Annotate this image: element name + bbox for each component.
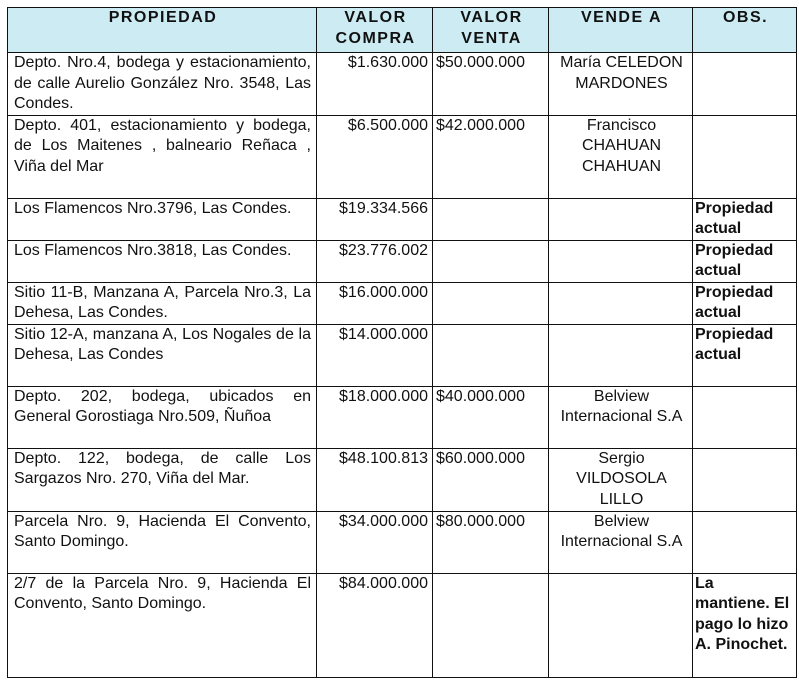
table-row <box>8 386 797 448</box>
valor-venta-cell: $80.000.000 <box>433 511 549 573</box>
property-cell: Depto. 401, estacionamiento y bodega, de Los Maitenes , balneario Reñaca , Viña del Mar <box>8 115 317 198</box>
obs-cell: Propiedad actual <box>693 198 797 240</box>
valor-compra-cell: $18.000.000 <box>317 386 433 448</box>
valor-venta-cell <box>433 324 549 386</box>
property-cell: Sitio 11-B, Manzana A, Parcela Nro.3, La Dehesa, Las Condes. <box>8 282 317 324</box>
vende-a-cell: Belview Internacional S.A <box>549 511 693 573</box>
table-row <box>8 53 797 116</box>
table-row <box>8 573 797 677</box>
header-valor-venta: VALOR VENTA <box>433 8 549 53</box>
table-row <box>8 240 797 282</box>
valor-venta-cell: $50.000.000 <box>433 53 549 116</box>
table-row <box>8 448 797 511</box>
valor-venta-cell <box>433 573 549 677</box>
obs-cell: Propiedad actual <box>693 240 797 282</box>
obs-cell <box>693 511 797 573</box>
valor-compra-cell: $1.630.000 <box>317 53 433 116</box>
obs-cell: Propiedad actual <box>693 282 797 324</box>
valor-compra-cell: $23.776.002 <box>317 240 433 282</box>
obs-cell: La mantiene. El pago lo hizo A. Pinochet. <box>693 573 797 677</box>
vende-a-cell: María CELEDON MARDONES <box>549 53 693 116</box>
valor-compra-cell: $6.500.000 <box>317 115 433 198</box>
valor-compra-cell: $48.100.813 <box>317 448 433 511</box>
property-cell: Parcela Nro. 9, Hacienda El Convento, Santo Domingo. <box>8 511 317 573</box>
valor-compra-cell: $84.000.000 <box>317 573 433 677</box>
header-valor-compra: VALOR COMPRA <box>317 8 433 53</box>
table-row <box>8 511 797 573</box>
table-row <box>8 198 797 240</box>
table-row <box>8 115 797 198</box>
obs-cell <box>693 448 797 511</box>
obs-cell <box>693 386 797 448</box>
properties-table <box>7 7 797 678</box>
valor-venta-cell <box>433 198 549 240</box>
header-propiedad: PROPIEDAD <box>8 8 317 53</box>
valor-venta-cell <box>433 282 549 324</box>
vende-a-cell <box>549 282 693 324</box>
valor-venta-cell: $40.000.000 <box>433 386 549 448</box>
property-cell: Los Flamencos Nro.3818, Las Condes. <box>8 240 317 282</box>
vende-a-cell: Sergio VILDOSOLA LILLO <box>549 448 693 511</box>
table-row <box>8 282 797 324</box>
vende-a-cell <box>549 573 693 677</box>
valor-venta-cell: $60.000.000 <box>433 448 549 511</box>
property-cell: Los Flamencos Nro.3796, Las Condes. <box>8 198 317 240</box>
valor-compra-cell: $16.000.000 <box>317 282 433 324</box>
property-cell: Depto. 122, bodega, de calle Los Sargazos Nro. 270, Viña del Mar. <box>8 448 317 511</box>
vende-a-cell: Belview Internacional S.A <box>549 386 693 448</box>
property-cell: 2/7 de la Parcela Nro. 9, Hacienda El Convento, Santo Domingo. <box>8 573 317 677</box>
obs-cell: Propiedad actual <box>693 324 797 386</box>
obs-cell <box>693 53 797 116</box>
valor-compra-cell: $34.000.000 <box>317 511 433 573</box>
vende-a-cell <box>549 324 693 386</box>
header-vende-a: VENDE A <box>549 8 693 53</box>
property-cell: Depto. 202, bodega, ubicados en General Gorostiaga Nro.509, Ñuñoa <box>8 386 317 448</box>
vende-a-cell <box>549 240 693 282</box>
obs-cell <box>693 115 797 198</box>
property-cell: Depto. Nro.4, bodega y estacionamiento, de calle Aurelio González Nro. 3548, Las Condes. <box>8 53 317 116</box>
valor-venta-cell: $42.000.000 <box>433 115 549 198</box>
vende-a-cell <box>549 198 693 240</box>
valor-venta-cell <box>433 240 549 282</box>
valor-compra-cell: $19.334.566 <box>317 198 433 240</box>
header-row <box>8 8 797 53</box>
property-cell: Sitio 12-A, manzana A, Los Nogales de la Dehesa, Las Condes <box>8 324 317 386</box>
valor-compra-cell: $14.000.000 <box>317 324 433 386</box>
table-row <box>8 324 797 386</box>
vende-a-cell: Francisco CHAHUAN CHAHUAN <box>549 115 693 198</box>
header-obs: OBS. <box>693 8 797 53</box>
